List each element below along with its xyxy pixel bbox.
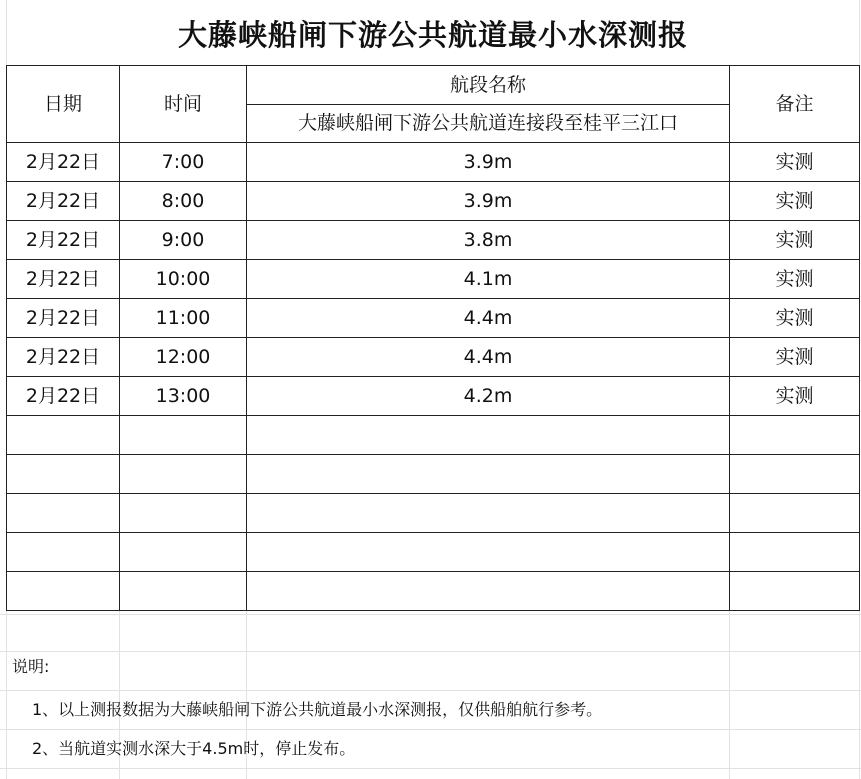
table-row xyxy=(7,377,860,416)
cell-remark[interactable]: 实测 xyxy=(730,143,860,182)
table-row xyxy=(7,338,860,377)
table-row xyxy=(7,182,860,221)
cell-depth[interactable] xyxy=(247,494,730,533)
cell-remark[interactable]: 实测 xyxy=(730,221,860,260)
cell-remark[interactable]: 实测 xyxy=(730,299,860,338)
cell-remark[interactable] xyxy=(730,572,860,611)
cell-remark[interactable] xyxy=(730,533,860,572)
cell-remark[interactable]: 实测 xyxy=(730,260,860,299)
cell-time[interactable]: 12:00 xyxy=(120,338,247,377)
table-row xyxy=(7,572,860,611)
cell-time[interactable] xyxy=(120,416,247,455)
cell-date[interactable]: 2月22日 xyxy=(7,260,120,299)
cell-depth[interactable] xyxy=(247,455,730,494)
header-time[interactable]: 时间 xyxy=(120,66,247,143)
cell-depth[interactable]: 4.1m xyxy=(247,260,730,299)
header-section-name[interactable]: 大藤峡船闸下游公共航道连接段至桂平三江口 xyxy=(247,105,730,143)
note-item-1: 1、以上测报数据为大藤峡船闸下游公共航道最小水深测报，仅供船舶航行参考。 xyxy=(32,700,603,719)
cell-remark[interactable]: 实测 xyxy=(730,377,860,416)
table-row xyxy=(7,455,860,494)
header-date[interactable]: 日期 xyxy=(7,66,120,143)
cell-depth[interactable]: 3.9m xyxy=(247,143,730,182)
cell-depth[interactable] xyxy=(247,416,730,455)
cell-depth[interactable] xyxy=(247,533,730,572)
header-row xyxy=(7,66,860,105)
cell-date[interactable] xyxy=(7,455,120,494)
cell-time[interactable] xyxy=(120,572,247,611)
cell-date[interactable] xyxy=(7,572,120,611)
depth-report-table xyxy=(6,65,860,611)
cell-remark[interactable]: 实测 xyxy=(730,338,860,377)
cell-time[interactable] xyxy=(120,455,247,494)
notes-label: 说明: xyxy=(12,657,50,676)
cell-remark[interactable] xyxy=(730,455,860,494)
table-row xyxy=(7,143,860,182)
cell-time[interactable] xyxy=(120,494,247,533)
cell-date[interactable]: 2月22日 xyxy=(7,143,120,182)
cell-remark[interactable] xyxy=(730,416,860,455)
cell-depth[interactable]: 4.4m xyxy=(247,299,730,338)
cell-time[interactable]: 7:00 xyxy=(120,143,247,182)
cell-depth[interactable]: 4.2m xyxy=(247,377,730,416)
cell-date[interactable] xyxy=(7,533,120,572)
header-remark[interactable]: 备注 xyxy=(730,66,860,143)
cell-time[interactable]: 11:00 xyxy=(120,299,247,338)
cell-depth[interactable]: 4.4m xyxy=(247,338,730,377)
table-row xyxy=(7,416,860,455)
cell-date[interactable]: 2月22日 xyxy=(7,182,120,221)
cell-depth[interactable] xyxy=(247,572,730,611)
report-title: 大藤峡船闸下游公共航道最小水深测报 xyxy=(7,0,859,66)
cell-time[interactable]: 9:00 xyxy=(120,221,247,260)
cell-date[interactable]: 2月22日 xyxy=(7,377,120,416)
cell-date[interactable]: 2月22日 xyxy=(7,221,120,260)
header-section-group[interactable]: 航段名称 xyxy=(247,66,730,105)
cell-date[interactable] xyxy=(7,416,120,455)
cell-time[interactable]: 10:00 xyxy=(120,260,247,299)
cell-time[interactable]: 8:00 xyxy=(120,182,247,221)
table-row xyxy=(7,494,860,533)
cell-date[interactable] xyxy=(7,494,120,533)
cell-remark[interactable] xyxy=(730,494,860,533)
cell-time[interactable] xyxy=(120,533,247,572)
cell-time[interactable]: 13:00 xyxy=(120,377,247,416)
table-row xyxy=(7,221,860,260)
table-row xyxy=(7,260,860,299)
cell-depth[interactable]: 3.9m xyxy=(247,182,730,221)
table-row xyxy=(7,299,860,338)
cell-date[interactable]: 2月22日 xyxy=(7,299,120,338)
cell-depth[interactable]: 3.8m xyxy=(247,221,730,260)
cell-date[interactable]: 2月22日 xyxy=(7,338,120,377)
cell-remark[interactable]: 实测 xyxy=(730,182,860,221)
table-row xyxy=(7,533,860,572)
note-item-2: 2、当航道实测水深大于4.5m时，停止发布。 xyxy=(32,739,356,758)
